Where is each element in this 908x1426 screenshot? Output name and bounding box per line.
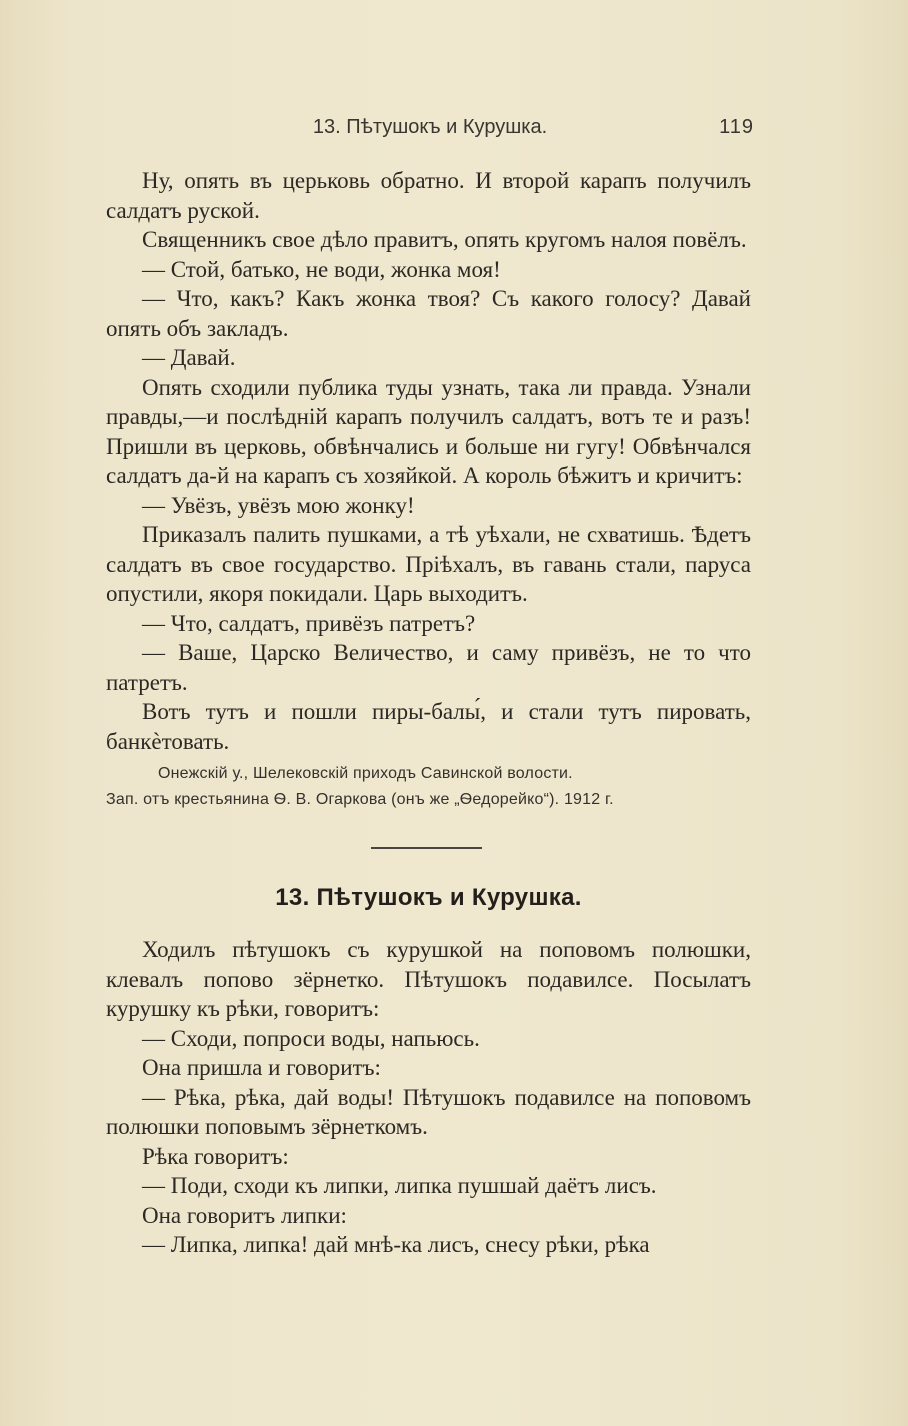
paragraph: Ну, опять въ церьковь обратно. И второй карапъ получилъ салдатъ руской. xyxy=(106,168,751,223)
paragraph: Ходилъ пѣтушокъ съ курушкой на поповомъ полюшки, клевалъ попово зёрнетко. Пѣтушокъ подавилсе. Посылатъ курушку къ рѣки, говоритъ: xyxy=(106,937,751,1021)
paragraph: Опять сходили публика туды узнать, така ли правда. Узнали правды,—и послѣднiй карапъ получилъ салдатъ, вотъ те и разъ! Пришли въ церковь, обвѣнчались и больше ни гугу! Обвѣнчался салдатъ да-й на карапъ съ хозяйкой. А король бѣжитъ и кричитъ: xyxy=(106,374,751,488)
paragraph: Она говоритъ липки: xyxy=(142,1202,347,1228)
page-number: 119 xyxy=(719,116,754,138)
paragraph: — Давай. xyxy=(142,345,236,370)
story-title: 13. Пѣтушокъ и Курушка. xyxy=(275,884,582,911)
running-head xyxy=(106,114,754,144)
story-text-continued xyxy=(106,166,751,756)
story-text xyxy=(106,935,751,1260)
paragraph: Вотъ тутъ и пошли пиры-балы́, и стали тутъ пировать, банкѐтовать. xyxy=(106,699,751,754)
paragraph: — Сходи, попроси воды, напьюсь. xyxy=(142,1025,480,1051)
paragraph: — Рѣка, рѣка, дай воды! Пѣтушокъ подавилсе на поповомъ полюшки поповымъ зёрнеткомъ. xyxy=(106,1084,751,1139)
paragraph: — Что, салдатъ, привёзъ патретъ? xyxy=(142,610,476,636)
paragraph: — Увёзъ, увёзъ мою жонку! xyxy=(142,492,415,518)
running-title: 13. Пѣтушокъ и Курушка. xyxy=(312,116,548,138)
paragraph: Священникъ свое дѣло правитъ, опять кругомъ налоя повёлъ. xyxy=(142,227,747,252)
paragraph: — Стой, батько, не води, жонка моя! xyxy=(142,256,501,282)
source-note-line-2: Зап. отъ крестьянина Ѳ. В. Огаркова (онъ же „Ѳедорейко“). 1912 г. xyxy=(106,791,614,808)
paragraph: Рѣка говоритъ: xyxy=(142,1143,289,1169)
paragraph: — Липка, липка! дай мнѣ-ка лисъ, снесу рѣки, рѣка xyxy=(142,1232,650,1257)
paragraph: — Что, какъ? Какъ жонка твоя? Съ какого голосу? Давай опять объ закладъ. xyxy=(106,286,751,341)
source-note-line-1: Онежскiй у., Шелековскiй приходъ Савинской волости. xyxy=(158,765,573,782)
paragraph: Приказалъ палить пушками, а тѣ уѣхали, не схватишь. Ѣдетъ салдатъ въ свое государство. Прiѣхалъ, въ гавань стали, паруса опустили, якоря покидали. Царь выходитъ. xyxy=(106,522,751,606)
paragraph: — Поди, сходи къ липки, липка пушшай даётъ лисъ. xyxy=(142,1173,657,1198)
paragraph: — Ваше, Царско Величество, и саму привёзъ, не то что патретъ. xyxy=(106,640,751,695)
section-divider xyxy=(371,847,482,849)
paragraph: Она пришла и говоритъ: xyxy=(142,1055,381,1080)
